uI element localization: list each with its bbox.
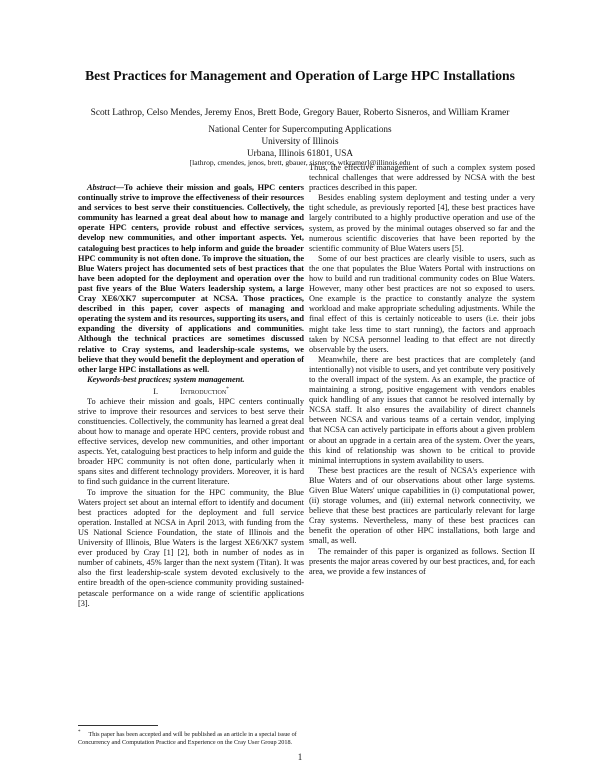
left-column	[78, 183, 304, 609]
right-column	[309, 163, 535, 577]
body-paragraph: Meanwhile, there are best practices that are completely (and intentionally) not visible to users, and yet contribute very positively to the overall impact of the system. As an example, the practice of maintaining a strong, positive engagement with vendors enables quick handling of any issues that cannot be resolved internally by NCSA staff. It also ensures the availability of direct channels between NCSA and various teams of a certain vendor, implying that NCSA can actively participate in efforts about a given problem or about an upgrade in a certain area of the system. Over the years, this kind of relationship was shown to be critical to provide minimal interruptions in system availability to users.	[309, 354, 535, 465]
author-list: Scott Lathrop, Celso Mendes, Jeremy Enos, Brett Bode, Gregory Bauer, Roberto Sisneros, and William Kramer	[90, 108, 510, 118]
footnote-text: This paper has been accepted and will be published as an article in a special issue of Concurrency and Computation Practice and Experience on the Cray User Group 2018.	[78, 731, 297, 747]
body-paragraph: Thus, the effective management of such a complex system posed technical challenges that were addressed by NCSA with the best practices described in this paper.	[309, 163, 535, 193]
intro-paragraph: To achieve their mission and goals, HPC centers continually strive to improve their resources and services to best serve their constituencies. Collectively, the community has learned a great deal about how to manage and operate HPC centers, provide robust and effective services, develop new communities, and other important aspects. Yet, cataloguing best practices to help inform and guide the broader HPC community is not often done, particularly when it spans sites and different technology providers. Moreover, it is hard to find such guidance in the current literature.	[78, 396, 304, 487]
abstract-lead: Abstract	[87, 183, 116, 192]
body-paragraph: The remainder of this paper is organized as follows. Section II presents the major areas covered by our best practices, and, for each area, we provide a few instances of	[309, 546, 535, 576]
section-title: Introduction	[180, 386, 227, 396]
footnote-rule	[78, 725, 158, 726]
affiliation-emails: [lathrop, cmendes, jenos, brett, gbauer, sisneros, wtkramer]@illinois.edu	[189, 158, 411, 167]
body-paragraph: Besides enabling system deployment and testing under a very tight schedule, as previously reported [4], these best practices have largely contributed to a highly productive operation and use of the system, as proved by the minimal outages observed so far and the numerous scientific discoveries that have been reported by the scientific community of Blue Waters users [5].	[309, 193, 535, 253]
intro-paragraph: To improve the situation for the HPC community, the Blue Waters project set about an internal effort to identify and document best practices adopted for the deployment and full service operation. Installed at NCSA in April 2013, with funding from the US National Science Foundation, the state of Illinois and the University of Illinois, Blue Waters is the largest XE6/XK7 system ever produced by Cray [1] [2], both in number of nodes as in number of cabinets, 45% larger than the next system (Titan). It was also the first leadership-scale system devoted exclusively to the entire breadth of the open-science community providing sustained-petascale performance on a wide range of scientific applications [3].	[78, 487, 304, 608]
body-paragraph: These best practices are the result of NCSA's experience with Blue Waters and of our observations about other large systems. Given Blue Waters' unique capabilities in (i) computational power, (ii) storage volumes, and (iii) external network connectivity, we believe that these best practices are particularly relevant for large Cray systems. Nevertheless, many of these best practices can benefit the operation of other HPC installations, both large and small, as well.	[309, 465, 535, 546]
footnote	[78, 729, 304, 747]
affiliation-address: Urbana, Illinois 61801, USA	[247, 148, 353, 158]
keywords: Keywords-best practices; system management.	[87, 374, 245, 384]
paper-title: Best Practices for Management and Operation of Large HPC Installations	[85, 68, 515, 83]
page-number: 1	[297, 752, 303, 762]
affiliation-university: University of Illinois	[261, 136, 339, 146]
abstract-text: —To achieve their mission and goals, HPC centers continually strive to improve the effectiveness of their resources and services to best serve their constituencies. Collectively, the community has learned a great deal about how to manage and operate HPC centers, provide robust and effective services, develop new communities, and other important aspects. Yet, cataloguing best practices to help inform and guide the broader HPC community is not often done. To improve the situation, the Blue Waters project has documented sets of best practices that have been adopted for the deployment and operation over the past five years of the Blue Waters leadership system, a large Cray XE6/XK7 supercomputer at NCSA. Those practices, described in this paper, cover aspects of managing and operating the system and its resources, supporting its users, and expanding the diversity of applications and communities. Although the technical practices are sometimes discussed relative to Cray systems, and leadership-scale systems, we believe that they would benefit the deployment and operation of other large HPC installations as well.	[78, 183, 304, 374]
section-heading	[78, 385, 304, 397]
footnote-mark: *	[78, 730, 81, 735]
abstract	[78, 183, 304, 375]
affiliation-center: National Center for Supercomputing Applications	[208, 124, 392, 134]
section-number: I.	[153, 386, 159, 396]
body-paragraph: Some of our best practices are clearly visible to users, such as the one that populates the Blue Waters Portal with instructions on how to build and run traditional community codes on Blue Waters. However, many other best practices are not so exposed to users. One example is the practice to constantly analyze the system workload and make appropriate scheduling adjustments. While the final effect of this is certainly noticeable to users (i.e. their jobs might take less time to start running), the factors and approach taken by NCSA personnel leading to that effect are not directly observable by the users.	[309, 253, 535, 354]
footnote-mark: *	[226, 386, 229, 392]
